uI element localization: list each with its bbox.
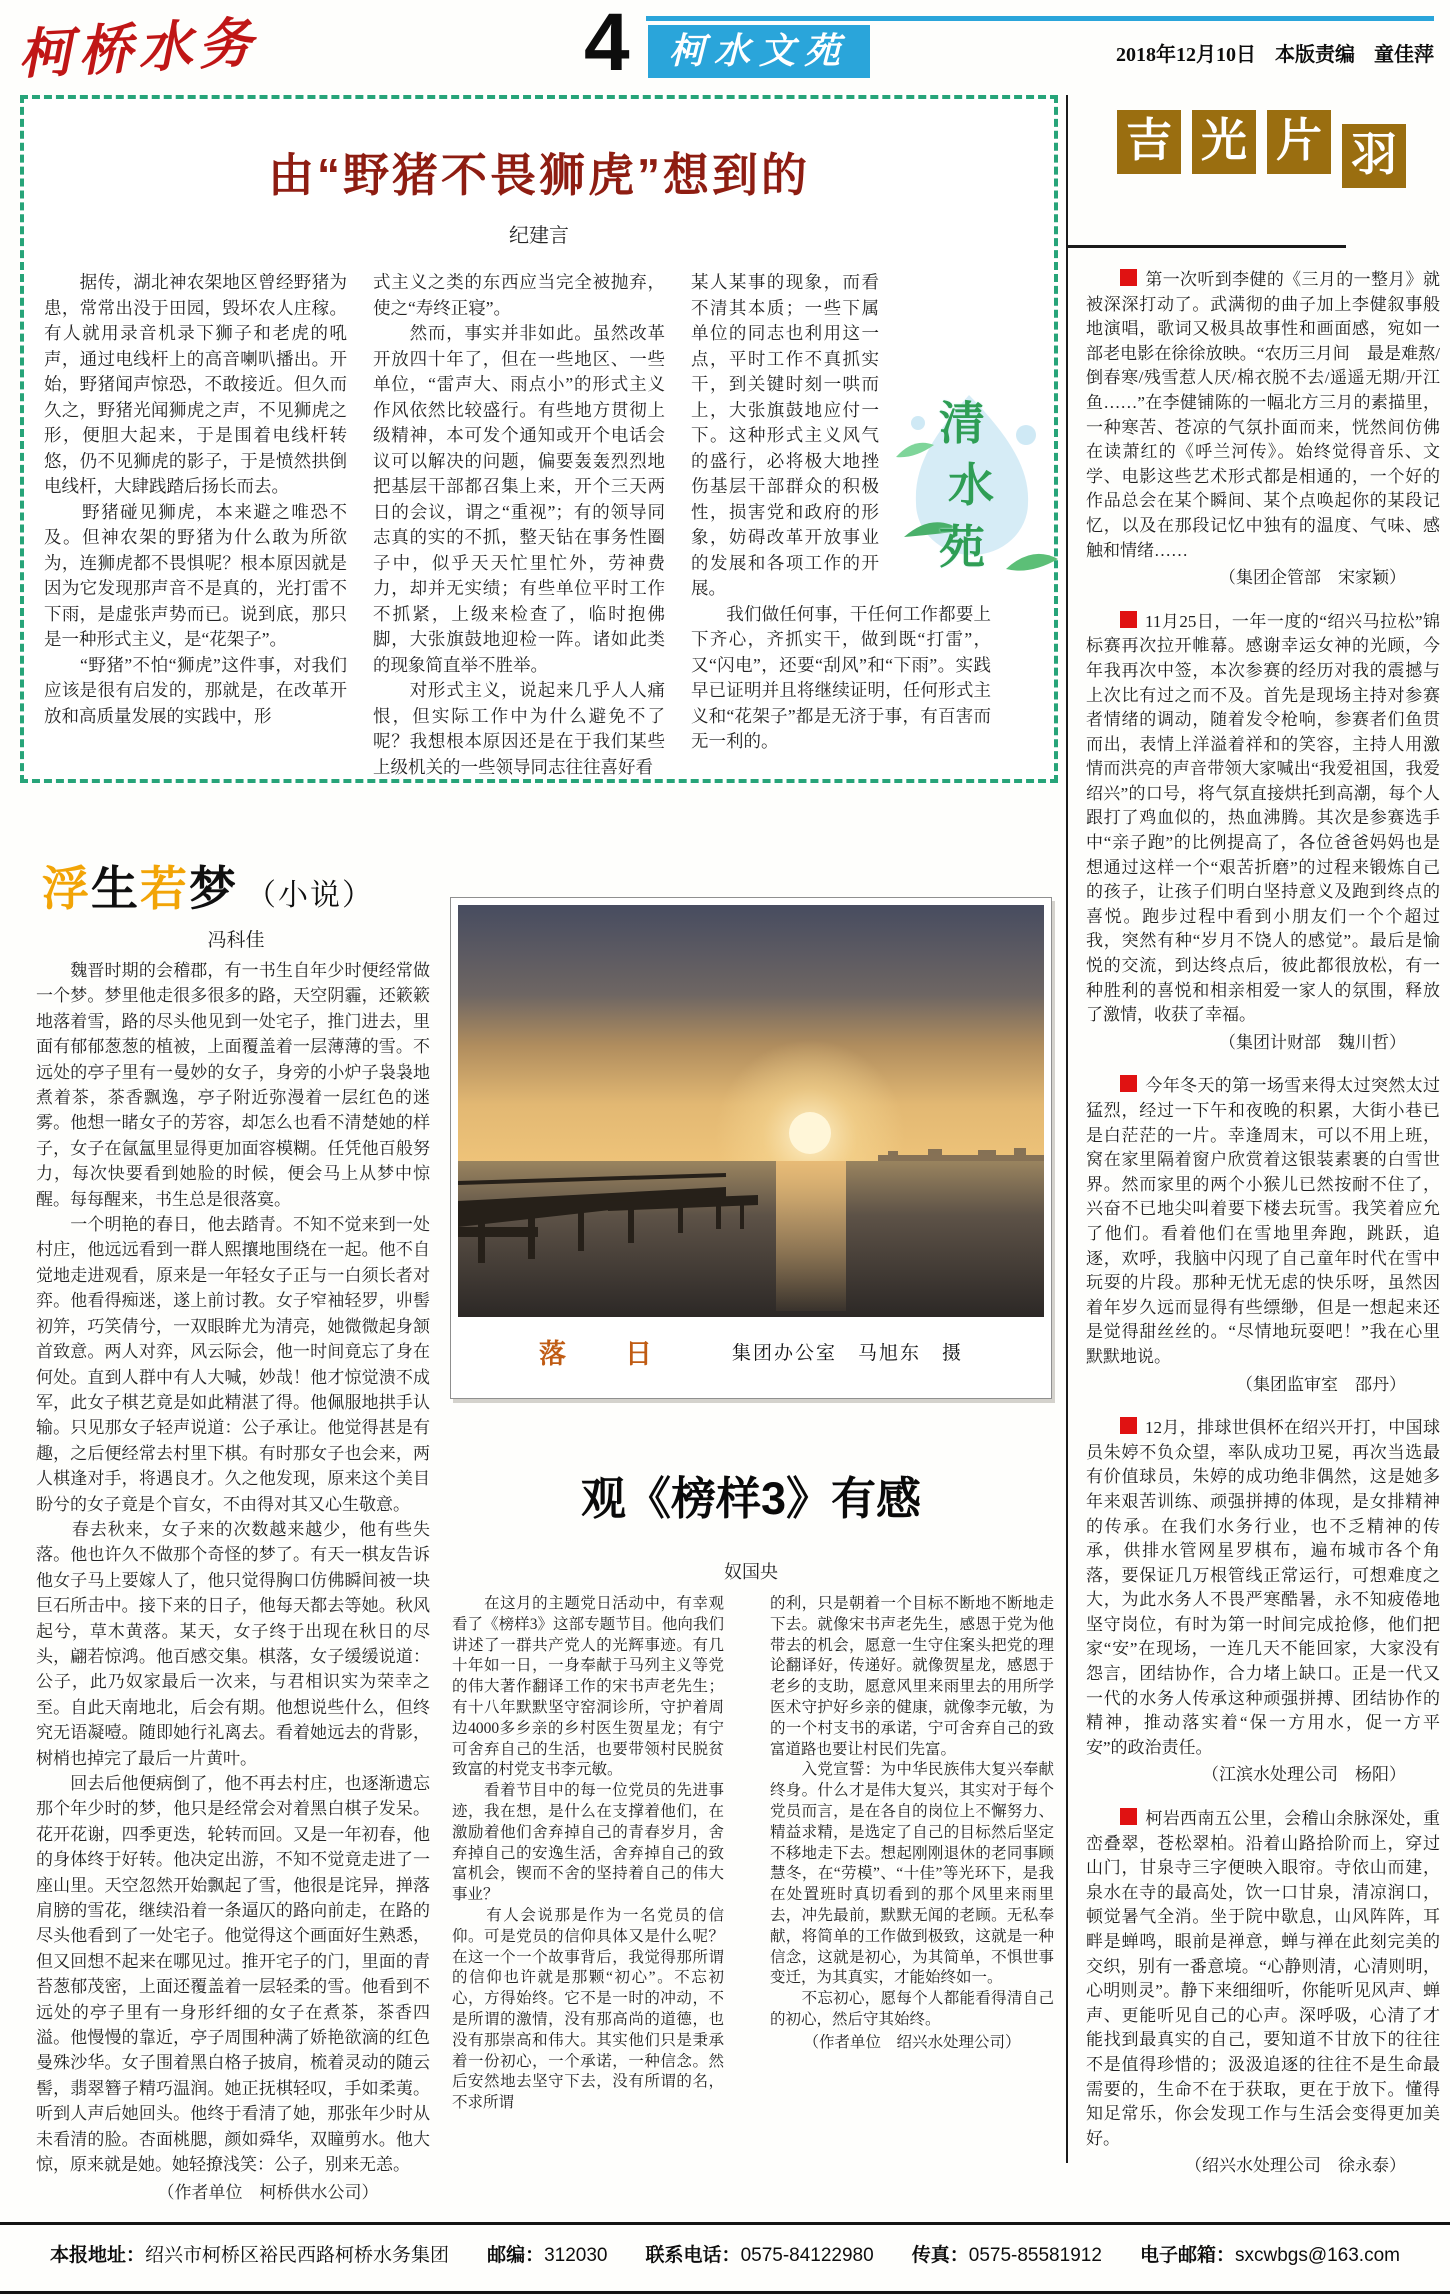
footer-item: 联系电话：0575-84122980	[645, 2245, 874, 2266]
footer-item: 邮编：312030	[487, 2245, 608, 2266]
note-item	[1086, 1416, 1440, 1788]
bullet-square-icon	[1120, 611, 1137, 628]
bullet-square-icon	[1120, 1417, 1137, 1434]
novel-title-char: 梦	[189, 862, 238, 915]
paragraph: 魏晋时期的会稽郡，有一书生自年少时便经常做一个梦。梦里他走很多很多的路，天空阴霾，还簌簌地落着雪，路的尽头他见到一处宅子，推门进去，里面有郁郁葱葱的植被，上面覆盖着一层薄薄的雪。不远处的亭子里有一曼妙的女子，身旁的小炉子袅袅地煮着茶，茶香飘逸，亭子附近弥漫着一层红色的迷雾。他想一睹女子的芳容，却怎么也看不清楚她的样子，女子在氤氲里显得更加面容模糊。任凭他百般努力，每次快要看到她脸的时候，便会马上从梦中惊醒。每每醒来，书生总是很落寞。	[36, 961, 430, 1209]
photo-caption-title: 落 日	[538, 1338, 668, 1369]
paragraph: 式主义之类的东西应当完全被抛弃，使之“寿终正寝”。	[373, 272, 665, 318]
note-signature: （集团监审室 邵丹）	[1236, 1374, 1406, 1394]
novel-title-char: 生	[91, 862, 140, 915]
paragraph: 对形式主义，说起来几乎人人痛恨，但实际工作中为什么避免不了呢？我想根本原因还是在于我们某些上级机关的一些领导同志往往喜好看	[373, 680, 665, 777]
review-attribution: （作者单位 绍兴水处理公司）	[803, 2033, 1021, 2051]
badge-char: 水	[948, 460, 994, 511]
review-body	[452, 1594, 1054, 2114]
note-text: 今年冬天的第一场雪来得太过突然太过猛烈，经过一下午和夜晚的积累，大街小巷已是白茫茫的一片。幸逢周末，可以不用上班，窝在家里隔着窗户欣赏着这银装素裹的白雪世界。然而家里的两个小猴儿已然按耐不住了，兴奋不已地尖叫着要下楼去玩雪。我笑着应允了他们。看着他们在雪地里奔跑，跳跃，追逐，欢呼，我脑中闪现了自己童年时代在雪中玩耍的片段。那种无忧无虑的快乐呀，虽然因着年岁久远而显得有些缥缈，但是一想起来还是觉得甜丝丝的。“尽情地玩耍吧！”我在心里默默地说。	[1086, 1076, 1440, 1366]
jiguang-title-char: 光	[1192, 110, 1256, 174]
novel-title-suffix: （小说）	[246, 879, 374, 912]
paragraph: 据传，湖北神农架地区曾经野猪为患，常常出没于田园，毁坏农人庄稼。有人就用录音机录下狮子和老虎的吼声，通过电线杆上的高音喇叭播出。开始，野猪闻声惊恐，不敢接近。但久而久之，野猪光闻狮虎之声，不见狮虎之形，便胆大起来，于是围着电线杆转悠，仍不见狮虎的影子，于是愤然拱倒电线杆，大肆践踏后扬长而去。	[44, 272, 347, 496]
footer-item: 传真：0575-85581912	[911, 2245, 1102, 2266]
paragraph: 有人会说那是作为一名党员的信仰。可是党员的信仰具体又是什么呢？在这一个一个故事背后，我觉得那所谓的信仰也许就是那颗“初心”。不忘初心，方得始终。它不是一时的冲动，不是所谓的激情，没有那高尚的道德，也没有那崇高和伟大。其实他们只是秉承着一份初心，一个承诺，一种信念。然后安然地去坚守下去，没有所谓的名，不求所谓	[452, 1906, 724, 2112]
paragraph: 某人某事的现象，而看不清其本质；一些下属单位的同志也利用这一点，平时工作不真抓实干，到关键时刻一哄而上，大张旗鼓地应付一下。这种形式主义风气的盛行，必将极大地挫伤基层干部群众的积极性，损害党和政府的形象，妨碍改革开放事业的发展和各项工作的开展。	[691, 272, 879, 598]
note-signature: （江滨水处理公司 杨阳）	[1202, 1765, 1406, 1785]
boar-column-1	[44, 270, 347, 780]
page-number: 4	[584, 0, 630, 88]
novel-author: 冯科佳	[207, 930, 265, 951]
bullet-square-icon	[1120, 269, 1137, 286]
date-text: 2018年12月10日	[1116, 44, 1256, 66]
note-signature: （集团计财部 魏川哲）	[1219, 1032, 1406, 1052]
footer-item: 电子邮箱：sxcwbgs@163.com	[1139, 2245, 1400, 2266]
editor-label: 本版责编	[1275, 44, 1355, 66]
note-item	[1086, 1074, 1440, 1397]
note-text: 第一次听到李健的《三月的一整月》就被深深打动了。武满彻的曲子加上李健叙事般地演唱，歌词又极具故事性和画面感，宛如一部老电影在徐徐放映。“农历三月间 最是难熬/倒春寒/残雪惹人厌/棉衣脱不去/遥遥无期/开江鱼……”在李健铺陈的一幅北方三月的素描里，一种寒苦、苍凉的气氛扑面而来，恍然间仿佛在读萧红的《呼兰河传》。始终觉得音乐、文学、电影这些艺术形式都是相通的，一个好的作品总会在某个瞬间、某个点唤起你的某段记忆，以及在那段记忆中独有的温度、气味、感触和情绪……	[1086, 270, 1440, 560]
masthead-logo: 柯桥水务	[16, 12, 260, 86]
paragraph: 不忘初心，愿每个人都能看得清自己的初心，然后守其始终。	[770, 1990, 1054, 2028]
review-column-1	[452, 1594, 724, 2114]
note-item	[1086, 610, 1440, 1056]
paragraph: 我们做任何事，干任何工作都要上下齐心，齐抓实干，做到既“打雷”，又“闪电”，还要“刮风”和“下雨”。实践早已证明并且将继续证明，任何形式主义和“花架子”都是无济于事，有百害而无一利的。	[691, 603, 991, 751]
novel-paragraphs	[36, 958, 430, 2178]
badge-characters	[932, 393, 992, 579]
paragraph: 一个明艳的春日，他去踏青。不知不觉来到一处村庄，他远远看到一群人熙攘地围绕在一起。他不自觉地走进观看，原来是一年轻女子正与一白须长者对弈。他看得痴迷，遂上前讨教。女子窄袖轻罗，丱髻初笄，巧笑倩兮，一双眼眸尤为清亮，她微微起身颔首致意。两人对弈，风云际会，他一时间竟忘了身在何处。直到人群中有人大喊，妙哉！他才惊觉溃不成军，此女子棋艺竟是如此精湛了得。他佩服地拱手认输。只见那女子轻声说道：公子承让。他觉得甚是有趣，之后便经常去村里下棋。有时那女子也会来，两人棋逢对手，将遇良才。久之他发现，原来这个美目盼兮的女子竟是个盲女，不由得对其又心生敬意。	[36, 1215, 430, 1514]
note-item	[1086, 1807, 1440, 2179]
footer-item: 本报地址：绍兴市柯桥区裕民西路柯桥水务集团	[50, 2245, 450, 2266]
jiguang-title-char: 片	[1267, 110, 1331, 174]
novel-attribution: （作者单位 柯桥供水公司）	[157, 2182, 379, 2202]
section-title-badge: 柯水文苑	[648, 25, 870, 78]
jiguang-title-char: 羽	[1342, 124, 1406, 188]
review-author: 奴国央	[724, 1562, 778, 1582]
jiguang-title-char: 吉	[1117, 110, 1181, 174]
bullet-square-icon	[1120, 1808, 1137, 1825]
badge-char: 苑	[939, 522, 985, 573]
paragraph: “野猪”不怕“狮虎”这件事，对我们应该是很有启发的，那就是，在改革开放和高质量发展的实践中，形	[44, 654, 347, 726]
footer-top-rule	[0, 2222, 1450, 2225]
note-text: 12月，排球世俱杯在绍兴开打，中国球员朱婷不负众望，率队成功卫冕，再次当选最有价值球员，朱婷的成功绝非偶然，这是她多年来艰苦训练、顽强拼搏的体现，是女排精神的传承。在我们水务行业，也不乏精神的传承，供排水管网星罗棋布，遍布城市各个角落，要保证几万根管线正常运行，可想难度之大，为此水务人不畏严寒酷暑，永不知疲倦地坚守岗位，有时为第一时间完成抢修，他们把家“安”在现场，一连几天不能回家，大家没有怨言，团结协作，合力堵上缺口。正是一代又一代的水务人传承这种顽强拼搏、团结协作的精神，推动落实着“保一方用水，促一方平安”的政治责任。	[1086, 1418, 1440, 1757]
bullet-square-icon	[1120, 1075, 1137, 1092]
boar-column-2	[373, 270, 665, 780]
column-divider-line	[1066, 95, 1068, 2163]
note-text: 11月25日，一年一度的“绍兴马拉松”锦标赛再次拉开帷幕。感谢幸运女神的光顾，今年我再次中签，本次参赛的经历对我的震撼与上次比有过之而不及。首先是现场主持对参赛者情绪的调动，随着发令枪响，参赛者们鱼贯而出，表情上洋溢着祥和的笑容，主持人用激情而洪亮的声音带领大家喊出“我爱祖国，我爱绍兴”的口号，将气氛直接烘托到高潮，每个人跟打了鸡血似的，热血沸腾。其次是参赛选手中“亲子跑”的比例提高了，各位爸爸妈妈也是想通过这样一个“艰苦折磨”的过程来锻炼自己的孩子，让孩子们明白坚持意义及跑到终点的喜悦。跑步过程中看到小朋友们一个个超过我，突然有种“岁月不饶人的感觉”。最后是愉悦的交流，到达终点后，彼此都很放松，有一种胜利的喜悦和相亲相爱一家人的氛围，释放了激情，收获了幸福。	[1086, 611, 1440, 1025]
article-boar-title: 由“野猪不畏狮虎”想到的	[268, 149, 810, 201]
sunset-photo	[458, 905, 1044, 1317]
qingshuiyuan-badge	[874, 387, 1070, 587]
date-line	[1102, 38, 1434, 67]
editor-name: 童佳萍	[1374, 44, 1434, 66]
paragraph: 入党宣誓：为中华民族伟大复兴奉献终身。什么才是伟大复兴，其实对于每个党员而言，是在各自的岗位上不懈努力、精益求精，是选定了自己的目标然后坚定不移地走下去。想起刚刚退休的老同事顾慧冬，在“劳模”、“十佳”等光环下，是我在处置班时真切看到的那个风里来雨里去，冲先最前，默默无闻的老顾。无私奉献，将简单的工作做到极致，这就是一种信念，这就是初心，为其简单，不惧世事变迁，为其真实，才能始终如一。	[770, 1761, 1054, 1987]
paragraph: 野猪碰见狮虎，本来避之唯恐不及。但神农架的野猪为什么敢为所欲为，连狮虎都不畏惧呢？根本原因就是因为它发现那声音不是真的，光打雷不下雨，是虚张声势而已。说到底，那只是一种形式主义，是“花架子”。	[44, 501, 347, 649]
novel-title-char: 若	[140, 862, 189, 915]
paragraph: 在这月的主题党日活动中，有幸观看了《榜样3》这部专题节目。他向我们讲述了一群共产党人的光辉事迹。有几十年如一日，一身奉献于马列主义等党的伟大著作翻译工作的宋书声老先生；有十八年默默坚守窑洞诊所，守护着周边4000多乡亲的乡村医生贺星龙；有宁可舍弃自己的生活，也要带领村民脱贫致富的村党支书李元敏。	[452, 1595, 724, 1779]
jiguang-header	[1117, 110, 1406, 188]
footer-bottom-rule	[0, 2291, 1450, 2294]
note-text: 柯岩西南五公里，会稽山余脉深处，重峦叠翠，苍松翠柏。沿着山路拾阶而上，穿过山门，甘泉寺三字便映入眼帘。寺依山而建，泉水在寺的最高处，饮一口甘泉，清凉润口，顿觉暑气全消。坐于院中歇息，山风阵阵，耳畔是蝉鸣，眼前是禅意，蝉与禅在此刻完美的交织，别有一番意境。“心静则清，心清则明，心明则灵”。静下来细细听，你能听见风声、蝉声、更能听见自己的心声。深呼吸，心清了才能找到最真实的自己，要知道不甘放下的往往不是值得珍惜的；汲汲追逐的往往不是生命最需要的，生命不在于获取，更在于放下。懂得知足常乐，你会发现工作与生活会变得更加美好。	[1086, 1809, 1440, 2148]
review-column-2-paras	[770, 1594, 1054, 2031]
review-column-2	[770, 1594, 1054, 2114]
novel-title	[42, 852, 374, 919]
masthead-rule	[646, 16, 1434, 21]
note-signature: （绍兴水处理公司 徐永泰）	[1185, 2156, 1406, 2176]
jiguang-items	[1086, 268, 1440, 2198]
review-title: 观《榜样3》有感	[580, 1473, 922, 1524]
note-signature: （集团企管部 宋家颖）	[1219, 568, 1406, 588]
paragraph: 回去后他便病倒了，他不再去村庄，也逐渐遗忘那个年少时的梦，他只是经常会对着黑白棋子发呆。花开花谢，四季更迭，轮转而回。又是一年初春，他的身体终于好转。他决定出游，不知不觉竟走进了一座山里。天空忽然开始飘起了雪，他很是诧异，掸落肩膀的雪花，继续沿着一条逼仄的路向前走，在路的尽头他看到了一处宅子。他觉得这个画面好生熟悉，但又回想不起来在哪见过。推开宅子的门，里面的青苔葱郁茂密，上面还覆盖着一层轻柔的雪。他看到不远处的亭子里有一身形纤细的女子在煮茶，茶香四溢。他慢慢的靠近，亭子周围种满了娇艳欲滴的红色曼殊沙华。女子围着黑白格子披肩，梳着灵动的随云髻，翡翠簪子精巧温润。她正抚棋轻叹，手如柔荑。听到人声后她回头。他终于看清了她，那张年少时从未看清的脸。杏面桃腮，颜如舜华，双瞳剪水。他大惊，原来就是她。她轻撩浅笑：公子，别来无恙。	[36, 1774, 430, 2175]
photo-caption	[458, 1317, 1044, 1385]
paragraph: 的利，只是朝着一个目标不断地不断地走下去。就像宋书声老先生，感恩于党为他带去的机会，愿意一生守住案头把党的理论翻译好，传递好。就像贺星龙，感恩于老乡的支助，愿意风里来雨里去的用所学医术守护好乡亲的健康，就像李元敏，为的一个村支书的承诺，宁可舍弃自己的致富道路也要让村民们先富。	[770, 1595, 1054, 1758]
jiguang-header-rule	[1068, 245, 1346, 248]
novel-body	[36, 958, 430, 2205]
novel-title-char: 浮	[42, 862, 91, 915]
paragraph: 看着节目中的每一位党员的先进事迹，我在想，是什么在支撑着他们，在激励着他们舍弃掉自己的青春岁月，舍弃掉自己的安逸生活，舍弃掉自己的致富机会，锲而不舍的坚持着自己的伟大事业？	[452, 1782, 724, 1904]
photo-frame	[450, 897, 1052, 1399]
photo-caption-credit: 集团办公室 马旭东 摄	[731, 1342, 963, 1364]
note-item	[1086, 268, 1440, 591]
article-boar-author: 纪建言	[509, 225, 569, 247]
paragraph: 春去秋来，女子来的次数越来越少，他有些失落。他也许久不做那个奇怪的梦了。有天一棋友告诉他女子马上要嫁人了，他只觉得胸口仿佛瞬间被一块巨石所击中。接下来的日子，他每天都去等她。秋风起兮，草木黄落。某天，女子终于出现在秋日的尽头，翩若惊鸿。他百感交集。棋落，女子缓缓说道：公子，此乃奴家最后一次来，与君相识实为荣幸之至。自此天南地北，后会有期。他想说些什么，但终究无语凝噎。随即她行礼离去。看着她远去的背影，树梢也掉完了最后一片黄叶。	[36, 1519, 430, 1768]
footer	[0, 2240, 1450, 2267]
article-boar-box	[20, 95, 1058, 783]
badge-char: 清	[939, 398, 985, 449]
paragraph: 然而，事实并非如此。虽然改革开放四十年了，但在一些地区、一些单位，“雷声大、雨点小”的形式主义作风依然比较盛行。有些地方贯彻上级精神，本可发个通知或开个电话会议可以解决的问题，偏要轰轰烈烈地把基层干部都召集上来，开个三天两日的会议，谓之“重视”；有的领导同志真的实的不抓，整天钻在事务性圈子中，似乎天天忙里忙外，劳神费力，却并无实绩；有些单位平时工作不抓紧，上级来检查了，临时抱佛脚，大张旗鼓地迎检一阵。诸如此类的现象简直举不胜举。	[373, 323, 665, 675]
